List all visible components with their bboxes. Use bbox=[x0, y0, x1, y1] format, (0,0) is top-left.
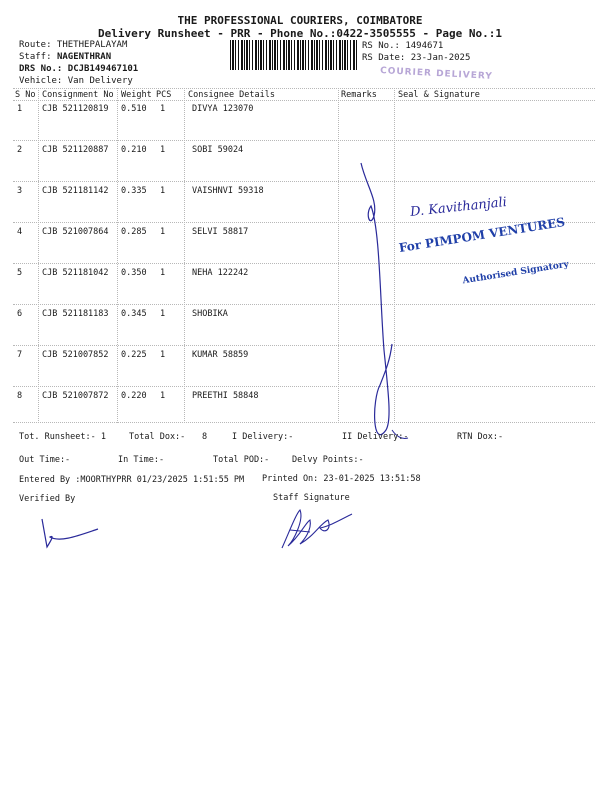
row-consignment: CJB 521181183 bbox=[42, 309, 109, 319]
row-pcs: 1 bbox=[160, 186, 166, 196]
row-consignee: PREETHI 58848 bbox=[192, 391, 259, 401]
row-pcs: 1 bbox=[160, 104, 166, 114]
col-consignee: Consignee Details bbox=[188, 90, 275, 100]
row-consignee: SOBI 59024 bbox=[192, 145, 244, 155]
row-weight: 0.210 bbox=[121, 145, 147, 155]
row-sno: 6 bbox=[17, 309, 23, 319]
drs-label: DRS No.: bbox=[19, 64, 63, 74]
col-weight: Weight bbox=[121, 90, 152, 100]
row-pcs: 1 bbox=[160, 391, 166, 401]
row-consignment: CJB 521181042 bbox=[42, 268, 109, 278]
row-consignment: CJB 521120887 bbox=[42, 145, 109, 155]
row-weight: 0.345 bbox=[121, 309, 147, 319]
col-consignment: Consignment No bbox=[42, 90, 114, 100]
row-consignment: CJB 521181142 bbox=[42, 186, 109, 196]
col-seal: Seal & Signature bbox=[398, 90, 480, 100]
row-sno: 1 bbox=[17, 104, 23, 114]
col-sno: S No bbox=[15, 90, 36, 100]
row-consignee: DIVYA 123070 bbox=[192, 104, 254, 114]
rs-number: RS No.: 1494671 bbox=[362, 41, 444, 51]
ii-delivery: II Delivery:- bbox=[342, 432, 409, 442]
total-dox-value: 8 bbox=[202, 432, 208, 442]
col-pcs: PCS bbox=[156, 90, 172, 100]
row-weight: 0.335 bbox=[121, 186, 147, 196]
row-weight: 0.225 bbox=[121, 350, 147, 360]
staff-label: Staff: bbox=[19, 52, 52, 62]
row-sno: 2 bbox=[17, 145, 23, 155]
seal-signatory: Authorised Signatory bbox=[461, 259, 570, 287]
staff-signature-stroke bbox=[290, 530, 310, 532]
row-sno: 4 bbox=[17, 227, 23, 237]
row-consignee: NEHA 122242 bbox=[192, 268, 249, 278]
company-title: THE PROFESSIONAL COURIERS, COIMBATORE bbox=[177, 14, 423, 27]
total-dox-label: Total Dox:- bbox=[129, 432, 186, 442]
col-remarks: Remarks bbox=[341, 90, 377, 100]
row-consignee: SELVI 58817 bbox=[192, 227, 249, 237]
tot-runsheet: Tot. Runsheet:- 1 bbox=[19, 432, 106, 442]
row-consignee: SHOBIKA bbox=[192, 309, 228, 319]
drs-value: DCJB149467101 bbox=[67, 64, 139, 74]
row-pcs: 1 bbox=[160, 145, 166, 155]
row-consignment: CJB 521120819 bbox=[42, 104, 109, 114]
row-sno: 5 bbox=[17, 268, 23, 278]
staff-value: NAGENTHRAN bbox=[56, 52, 112, 62]
seal-company: For PIMPOM VENTURES bbox=[397, 214, 566, 256]
route-label: Route: THETHEPALAYAM bbox=[19, 40, 128, 50]
row-weight: 0.220 bbox=[121, 391, 147, 401]
delvy-points: Delvy Points:- bbox=[292, 455, 364, 465]
delivery-signature-stroke bbox=[361, 163, 392, 435]
vehicle-label: Vehicle: Van Delivery bbox=[19, 76, 133, 86]
staff-signature-stroke bbox=[282, 510, 352, 548]
row-sno: 7 bbox=[17, 350, 23, 360]
faded-stamp: COURIER DELIVERY bbox=[379, 66, 494, 82]
verified-signature-stroke bbox=[42, 519, 98, 547]
i-delivery: I Delivery:- bbox=[232, 432, 294, 442]
staff-signature-label: Staff Signature bbox=[273, 493, 350, 503]
row-consignment: CJB 521007864 bbox=[42, 227, 109, 237]
staff-signature bbox=[270, 500, 370, 560]
row-consignee: VAISHNVI 59318 bbox=[192, 186, 264, 196]
row-pcs: 1 bbox=[160, 309, 166, 319]
verified-signature bbox=[30, 505, 110, 555]
printed-on: Printed On: 23-01-2025 13:51:58 bbox=[262, 474, 421, 484]
rtn-dox: RTN Dox:- bbox=[457, 432, 504, 442]
row-weight: 0.285 bbox=[121, 227, 147, 237]
row-pcs: 1 bbox=[160, 268, 166, 278]
row-consignee: KUMAR 58859 bbox=[192, 350, 249, 360]
in-time: In Time:- bbox=[118, 455, 165, 465]
runsheet-subtitle: Delivery Runsheet - PRR - Phone No.:0422-3505555 - Page No.:1 bbox=[98, 27, 502, 40]
out-time: Out Time:- bbox=[19, 455, 71, 465]
row-pcs: 1 bbox=[160, 350, 166, 360]
entered-by: Entered By :MOORTHYPRR 01/23/2025 1:51:55 PM bbox=[19, 475, 245, 485]
row-weight: 0.510 bbox=[121, 104, 147, 114]
row-consignment: CJB 521007852 bbox=[42, 350, 109, 360]
total-pod: Total POD:- bbox=[213, 455, 270, 465]
seal-handwritten-name: D. Kavithanjali bbox=[409, 194, 508, 221]
rs-date: RS Date: 23-Jan-2025 bbox=[362, 53, 471, 63]
row-sno: 3 bbox=[17, 186, 23, 196]
row-consignment: CJB 521007872 bbox=[42, 391, 109, 401]
row-pcs: 1 bbox=[160, 227, 166, 237]
row-sno: 8 bbox=[17, 391, 23, 401]
row-weight: 0.350 bbox=[121, 268, 147, 278]
verified-by-label: Verified By bbox=[19, 494, 76, 504]
